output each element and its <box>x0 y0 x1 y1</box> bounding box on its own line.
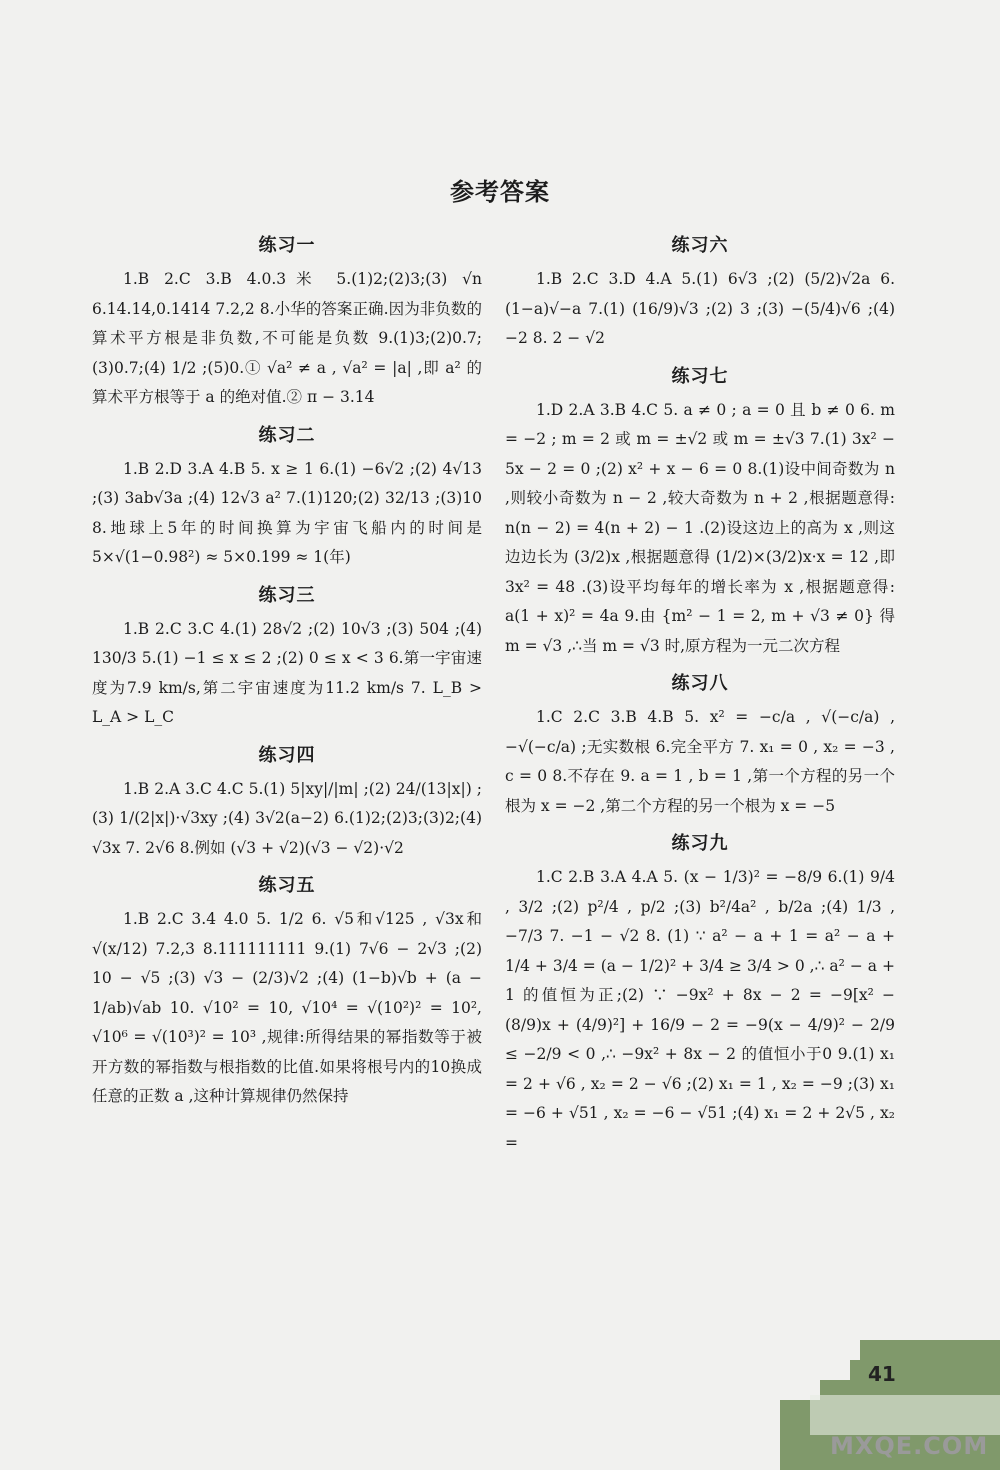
section-text: 1.B 2.C 3.C 4.(1) 28√2 ;(2) 10√3 ;(3) 504 ;(4) 130/3 5.(1) −1 ≤ x ≤ 2 ;(2) 0 ≤ x < 3 6.第一宇宙速度为7.9 km/s,第二宇宙速度为11.2 km/s 7. L_B > L_A > L_C <box>92 619 482 726</box>
section-heading: 练习四 <box>258 744 316 766</box>
section-text: 1.B 2.D 3.A 4.B 5. x ≥ 1 6.(1) −6√2 ;(2) 4√13 ;(3) 3ab√3a ;(4) 12√3 a² 7.(1)120;(2) 32/13 ;(3)10 8.地球上5年的时间换算为宇宙飞船内的时间是 5×√(1−0.98²) ≈ 5×0.199 ≈ 1(年) <box>92 459 482 566</box>
section-text: 1.B 2.C 3.4 4.0 5. 1/2 6. √5和√125 , √3x和√(x/12) 7.2,3 8.111111111 9.(1) 7√6 − 2√3 ;(2) 10 − √5 ;(3) √3 − (2/3)√2 ;(4) (1−b)√b + (a − 1/ab)√ab 10. √10² = 10, √10⁴ = √(10²)² = 10², √10⁶ = √(10³)² = 10³ ,规律:所得结果的幂指数等于被开方数的幂指数与根指数的比值.如果将根号内的10换成任意的正数 a ,这种计算规律仍然保持 <box>92 910 482 1105</box>
section-text: 1.B 2.A 3.C 4.C 5.(1) 5|xy|/|m| ;(2) 24/(13|x|) ;(3) 1/(2|x|)·√3xy ;(4) 3√2(a−2) 6.(1)2;(2)3;(3)2;(4) √3x 7. 2√6 8.例如 (√3 + √2)(√3 − √2)·√2 <box>92 779 482 857</box>
watermark-site: MXQE.COM <box>830 1432 989 1460</box>
section-heading: 练习五 <box>258 875 316 896</box>
section-exercise-1 <box>92 231 482 413</box>
section-text: 1.B 2.C 3.B 4.0.3米 5.(1)2;(2)3;(3) √n 6.14.14,0.1414 7.2,2 8.小华的答案正确.因为非负数的算术平方根是非负数,不可能是负数 9.(1)3;(2)0.7;(3)0.7;(4) 1/2 ;(5)0.① √a² ≠ a , √a² = |a| ,即 a² 的算术平方根等于 a 的绝对值.② π − 3.14 <box>92 270 482 406</box>
section-heading: 练习二 <box>258 424 316 446</box>
section-text: 1.B 2.C 3.D 4.A 5.(1) 6√3 ;(2) (5/2)√2a 6. (1−a)√−a 7.(1) (16/9)√3 ;(2) 3 ;(3) −(5/4)√6 ;(4) −2 8. 2 − √2 <box>505 270 895 347</box>
section-heading: 练习三 <box>258 584 316 606</box>
section-text: 1.C 2.B 3.A 4.A 5. (x − 1/3)² = −8/9 6.(1) 9/4 , 3/2 ;(2) p²/4 , p/2 ;(3) b²/4a² , b/2a ;(4) 1/3 , −7/3 7. −1 − √2 8. (1) ∵ a² − a + 1 = a² − a + 1/4 + 3/4 = (a − 1/2)² + 3/4 ≥ 3/4 > 0 ,∴ a² − a + 1 的值恒为正;(2) ∵ −9x² + 8x − 2 = −9[x² − (8/9)x + (4/9)²] + 16/9 − 2 = −9(x − 4/9)² − 2/9 ≤ −2/9 < 0 ,∴ −9x² + 8x − 2 的值恒小于0 9.(1) x₁ = 2 + √6 , x₂ = 2 − √6 ;(2) x₁ = 1 , x₂ = −9 ;(3) x₁ = −6 + √51 , x₂ = −6 − √51 ;(4) x₁ = 2 + 2√5 , x₂ = <box>505 868 895 1152</box>
section-exercise-4 <box>92 741 482 864</box>
left-column <box>92 225 482 1120</box>
section-heading: 练习七 <box>671 365 729 387</box>
section-heading: 练习六 <box>671 235 729 256</box>
section-exercise-3 <box>92 581 482 733</box>
section-text: 1.D 2.A 3.B 4.C 5. a ≠ 0 ; a = 0 且 b ≠ 0 6. m = −2 ; m = 2 或 m = ±√2 或 m = ±√3 7.(1) 3x² − 5x − 2 = 0 ;(2) x² + x − 6 = 0 8.(1)设中间奇数为 n ,则较小奇数为 n − 2 ,较大奇数为 n + 2 ,根据题意得: n(n − 2) = 4(n + 2) − 1 .(2)设这边上的高为 x ,则这边边长为 (3/2)x ,根据题意得 (1/2)×(3/2)x·x = 12 ,即 3x² = 48 .(3)设平均每年的增长率为 x ,根据题意得: a(1 + x)² = 4a 9.由 {m² − 1 = 2, m + √3 ≠ 0} 得 m = √3 ,∴当 m = √3 时,原方程为一元二次方程 <box>505 400 895 655</box>
page-number: 41 <box>868 1362 896 1386</box>
section-exercise-6 <box>505 231 895 354</box>
section-heading: 练习八 <box>671 673 729 694</box>
section-heading: 练习一 <box>258 235 316 256</box>
right-column <box>505 225 895 1166</box>
section-exercise-7 <box>505 362 895 662</box>
section-exercise-9 <box>505 829 895 1158</box>
page-title: 参考答案 <box>450 178 550 206</box>
section-exercise-2 <box>92 421 482 573</box>
section-heading: 练习九 <box>671 833 729 854</box>
section-exercise-5 <box>92 871 482 1112</box>
section-exercise-8 <box>505 669 895 821</box>
section-text: 1.C 2.C 3.B 4.B 5. x² = −c/a , √(−c/a) , −√(−c/a) ;无实数根 6.完全平方 7. x₁ = 0 , x₂ = −3 , c = 0 8.不存在 9. a = 1 , b = 1 ,第一个方程的另一个根为 x = −2 ,第二个方程的另一个根为 x = −5 <box>505 708 895 815</box>
